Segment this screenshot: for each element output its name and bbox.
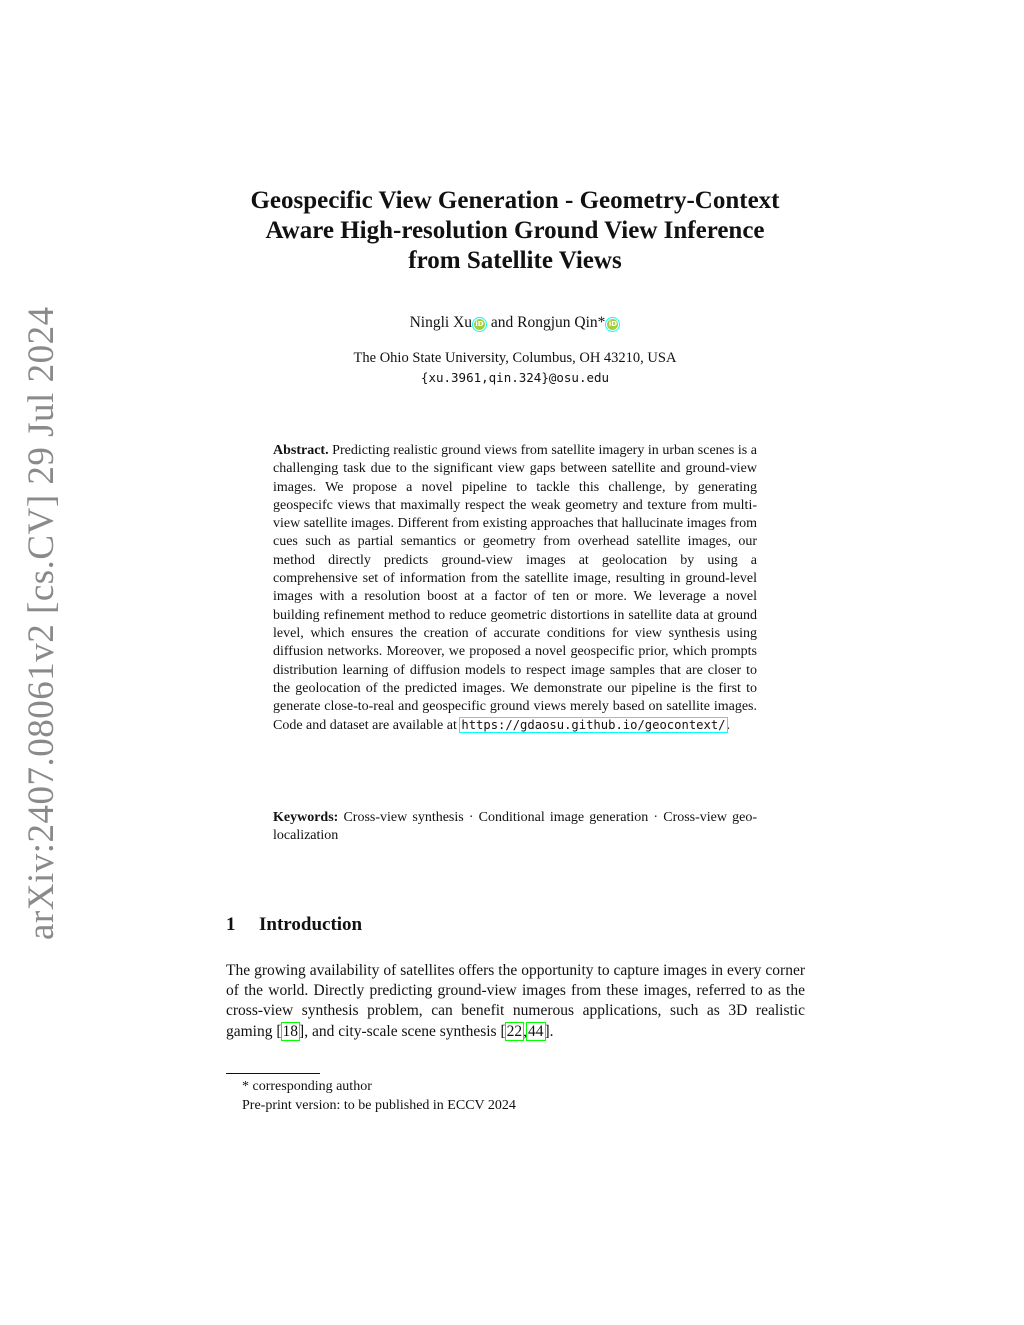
project-url-link[interactable]: https://gdaosu.github.io/geocontext/ (461, 718, 726, 733)
section-number: 1 (226, 914, 236, 935)
title-line-2: Aware High-resolution Ground View Inference (265, 217, 765, 244)
orcid-icon[interactable]: iD (475, 320, 484, 328)
title-line-3: from Satellite Views (408, 247, 622, 274)
citation-separator: , (523, 1022, 527, 1040)
author-list (200, 314, 830, 332)
footnotes (242, 1078, 516, 1115)
keywords-label: Keywords: (273, 810, 339, 825)
section-title: Introduction (259, 914, 363, 935)
keywords (273, 809, 757, 846)
abstract-end: . (726, 718, 731, 734)
keywords-text: Cross-view synthesis · Conditional image generation · Cross-view geo-localization (273, 810, 758, 844)
abstract-text: Predicting realistic ground views from satellite imagery in urban scenes is a challenging task due to the significant view gaps between satellite and ground-view images. We propose a novel pipeline to tackle this challenge, by generating geospecifc views that maximally respect the weak geometry and texture from multi-view satellite images. Different from existing approaches that hallucinate images from cues such as partial semantics or geometry from overhead satellite images, our method directly predicts ground-view images at geolocation by using a comprehensive set of information from the satellite image, resulting in ground-level images with a resolution boost at a factor of ten or more. We leverage a novel building refinement method to reduce geometric distortions in satellite data at ground level, which ensures the creation of accurate conditions for view synthesis using diffusion networks. Moreover, we proposed a novel geospecific prior, which prompts distribution learning of diffusion models to respect image samples that are closer to the geolocation of the predicted images. We demonstrate our pipeline is the first to generate close-to-real and geospecific ground views merely based on satellite images. Code and dataset are available at (273, 443, 758, 734)
affiliation: The Ohio State University, Columbus, OH 43210, USA (353, 350, 677, 366)
intro-text: ], and city-scale scene synthesis [ (299, 1022, 506, 1040)
author-name: Ningli Xu (409, 314, 473, 331)
title-line-1: Geospecific View Generation - Geometry-Context (250, 187, 780, 214)
intro-text: The growing availability of satellites offers the opportunity to capture images in every corner of the world. Directly predicting ground-view images from these images, referred to as the cross-view synthesis problem, can benefit numerous applications, such as 3D realistic gaming [ (226, 962, 805, 1040)
citation-link[interactable]: 44 (528, 1022, 544, 1040)
author-email: {xu.3961,qin.324}@osu.edu (420, 370, 610, 385)
author-name: and Rongjun Qin* (490, 314, 606, 331)
footnote-corresponding: * corresponding author (242, 1079, 372, 1094)
section-heading (226, 914, 362, 936)
footnote-rule (226, 1073, 320, 1074)
citation-link[interactable]: 22 (506, 1022, 523, 1040)
abstract-label: Abstract. (273, 443, 329, 458)
paper-title (200, 186, 830, 276)
footnote-preprint: Pre-print version: to be published in ECCV 2024 (242, 1097, 516, 1113)
abstract (273, 442, 757, 736)
citation-link[interactable]: 18 (282, 1022, 299, 1040)
intro-text: ]. (544, 1022, 554, 1040)
arxiv-identifier-stamp: arXiv:2407.08061v2 [cs.CV] 29 Jul 2024 (21, 306, 62, 940)
orcid-icon[interactable]: iD (608, 320, 618, 328)
intro-paragraph (226, 961, 805, 1042)
